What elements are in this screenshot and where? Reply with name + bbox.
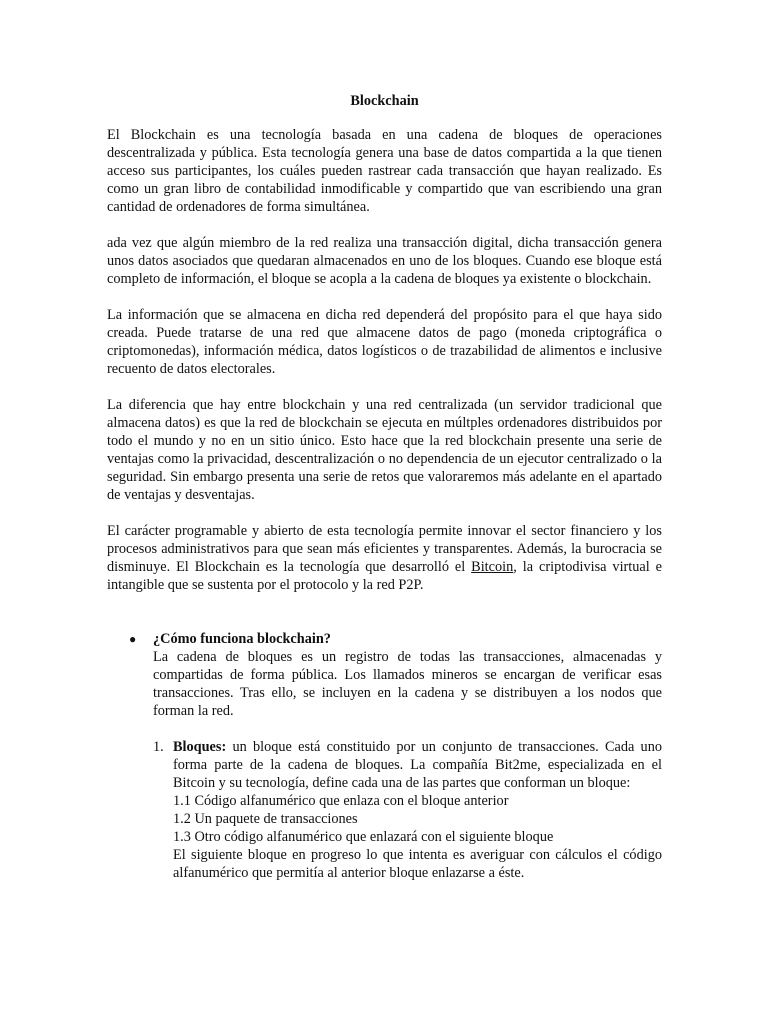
paragraph-intro: El Blockchain es una tecnología basada en una cadena de bloques de operaciones descentralizada y pública. Esta tecnología genera una base de datos compartida a la que tienen acceso sus participantes, los cuáles pueden rastrear cada transacción que hayan realizado. Es como un gran libro de contabilidad inmodificable y compartido que van escribiendo una gran cantidad de ordenadores de forma simultánea. (107, 127, 662, 215)
numbered-item-term: Bloques: (173, 739, 227, 755)
paragraph-difference: La diferencia que hay entre blockchain y una red centralizada (un servidor tradicional que almacena datos) es que la red de blockchain se ejecuta en múltples ordenadores distribuidos por todo el mundo y no en un sitio único. Esto hace que la red blockchain presente una serie de ventajas como la privacidad, descentralización o no dependencia de un ejecutor centralizado o la seguridad. Sin embargo presenta una serie de retos que valoraremos más adelante en el apartado de ventajas y desventajas. (107, 397, 662, 503)
document-title: Blockchain (350, 93, 419, 109)
sub-item: 1.3 Otro código alfanumérico que enlazará con el siguiente bloque (173, 829, 554, 845)
sub-item: 1.1 Código alfanumérico que enlaza con el bloque anterior (173, 793, 509, 809)
paragraph-programmable (107, 522, 662, 594)
bullet-text: La cadena de bloques es un registro de todas las transacciones, almacenadas y compartidas de forma pública. Los llamados mineros se encargan de verificar esas transacciones. Tras ello, se incluyen en la cadena y se distribuyen a los nodos que forman la red. (153, 649, 662, 719)
sub-item: 1.2 Un paquete de transacciones (173, 811, 358, 827)
paragraph-programmable-text: El carácter programable y abierto de esta tecnología permite innovar el sector financiero y los procesos administrativos para que sean más eficientes y transparentes. Además, la burocracia se disminuye. El Blockchain es la tecnología que desarrolló el (107, 523, 662, 575)
paragraph-transaction: ada vez que algún miembro de la red realiza una transacción digital, dicha transacción genera unos datos asociados que quedaran almacenados en uno de los bloques. Cuando ese bloque está completo de información, el bloque se acopla a la cadena de bloques ya existente o blockchain. (107, 235, 662, 287)
bitcoin-link[interactable]: Bitcoin (471, 559, 514, 575)
bullet-heading: ¿Cómo funciona blockchain? (153, 631, 331, 647)
paragraph-programmable-tail: , la criptodivisa virtual e intangible que se sustenta por el protocolo y la red P2P. (107, 559, 663, 593)
numbered-item-number: 1. (153, 739, 164, 755)
numbered-item-text: un bloque está constituido por un conjunto de transacciones. Cada uno forma parte de la cadena de bloques. La compañía Bit2me, especializada en el Bitcoin y su tecnología, define cada una de las partes que conforman un bloque: (173, 739, 662, 791)
bullet-list-item (107, 630, 662, 720)
numbered-item-closing: El siguiente bloque en progreso lo que intenta es averiguar con cálculos el código alfanumérico que permitía al anterior bloque enlazarse a éste. (173, 847, 662, 881)
numbered-item-body (173, 738, 662, 792)
paragraph-information: La información que se almacena en dicha red dependerá del propósito para el que haya sido creada. Puede tratarse de una red que almacene datos de pago (moneda criptográfica o criptomonedas), información médica, datos logísticos o de trazabilidad de alimentos e inclusive recuento de datos electorales. (107, 307, 662, 377)
bullet-icon: ● (129, 632, 137, 646)
numbered-list-item (107, 738, 662, 882)
